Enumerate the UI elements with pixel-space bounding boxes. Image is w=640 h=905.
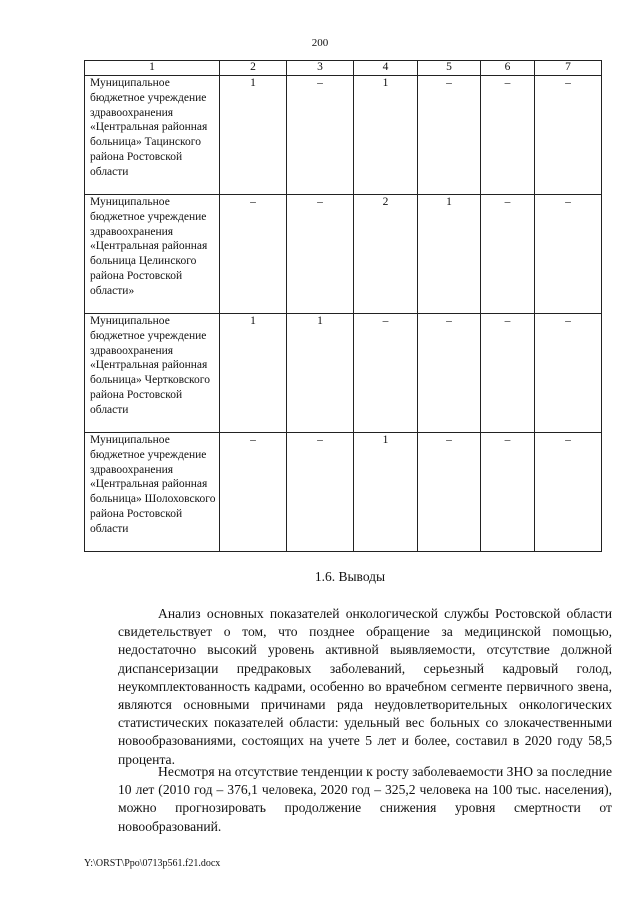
table-cell: 1 [287,314,354,433]
table-row [85,314,602,433]
table-row [85,76,602,195]
institution-name: Муниципальное бюджетное учреждение здравоохранения «Центральная районная больница Целинского района Ростовской области» [85,195,220,314]
table-cell: – [287,433,354,552]
column-header: 7 [535,61,602,76]
table-cell: – [481,195,535,314]
table-cell: – [481,76,535,195]
column-header: 6 [481,61,535,76]
body-paragraph: Анализ основных показателей онкологической службы Ростовской области свидетельствует о том, что позднее обращение за медицинской помощью, недостаточно высокий уровень активной выявляемости, отсутствие должной диспансеризации предраковых заболеваний, серьезный кадровый голод, неукомплектованность кадрами, особенно во врачебном сегменте первичного звена, являются основными причинами ряда неудовлетворительных онкологических статистических показателей области: удельный вес больных со злокачественными новообразованиями, состоящих на учете 5 лет и более, составил в 2020 году 58,5 процента. [118,606,612,767]
table-cell: 1 [220,76,287,195]
table-cell: – [287,76,354,195]
footer-file-path: Y:\ORST\Ppo\0713p561.f21.docx [84,858,221,869]
institution-name: Муниципальное бюджетное учреждение здравоохранения «Центральная районная больница» Тацинского района Ростовской области [85,76,220,195]
table-cell: – [418,433,481,552]
table-cell: – [287,195,354,314]
table-cell: – [354,314,418,433]
column-header: 4 [354,61,418,76]
table-cell: 2 [354,195,418,314]
table-cell: – [535,433,602,552]
table-cell: – [481,314,535,433]
table-cell: – [220,195,287,314]
table-cell: – [535,76,602,195]
body-paragraph: Несмотря на отсутствие тенденции к росту заболеваемости ЗНО за последние 10 лет (2010 год – 376,1 человека, 2020 год – 325,2 человека на 100 тыс. населения), можно прогнозировать продолжение снижения уровня смертности от новообразований. [118,764,612,834]
table-cell: – [481,433,535,552]
institution-name: Муниципальное бюджетное учреждение здравоохранения «Центральная районная больница» Шолоховского района Ростовской области [85,433,220,552]
table-cell: – [535,314,602,433]
page-number: 200 [311,37,329,49]
section-title: 1.6. Выводы [314,569,386,584]
table-cell: 1 [418,195,481,314]
table-cell: – [535,195,602,314]
column-header: 2 [220,61,287,76]
table-cell: – [220,433,287,552]
table-cell: 1 [220,314,287,433]
table-cell: 1 [354,76,418,195]
table-header-row [85,61,602,76]
table-cell: 1 [354,433,418,552]
table-row [85,433,602,552]
table-row [85,195,602,314]
column-header: 3 [287,61,354,76]
column-header: 5 [418,61,481,76]
table-cell: – [418,76,481,195]
table-cell: – [418,314,481,433]
institution-name: Муниципальное бюджетное учреждение здравоохранения «Центральная районная больница» Чертковского района Ростовской области [85,314,220,433]
data-table [84,60,602,552]
column-header: 1 [85,61,220,76]
